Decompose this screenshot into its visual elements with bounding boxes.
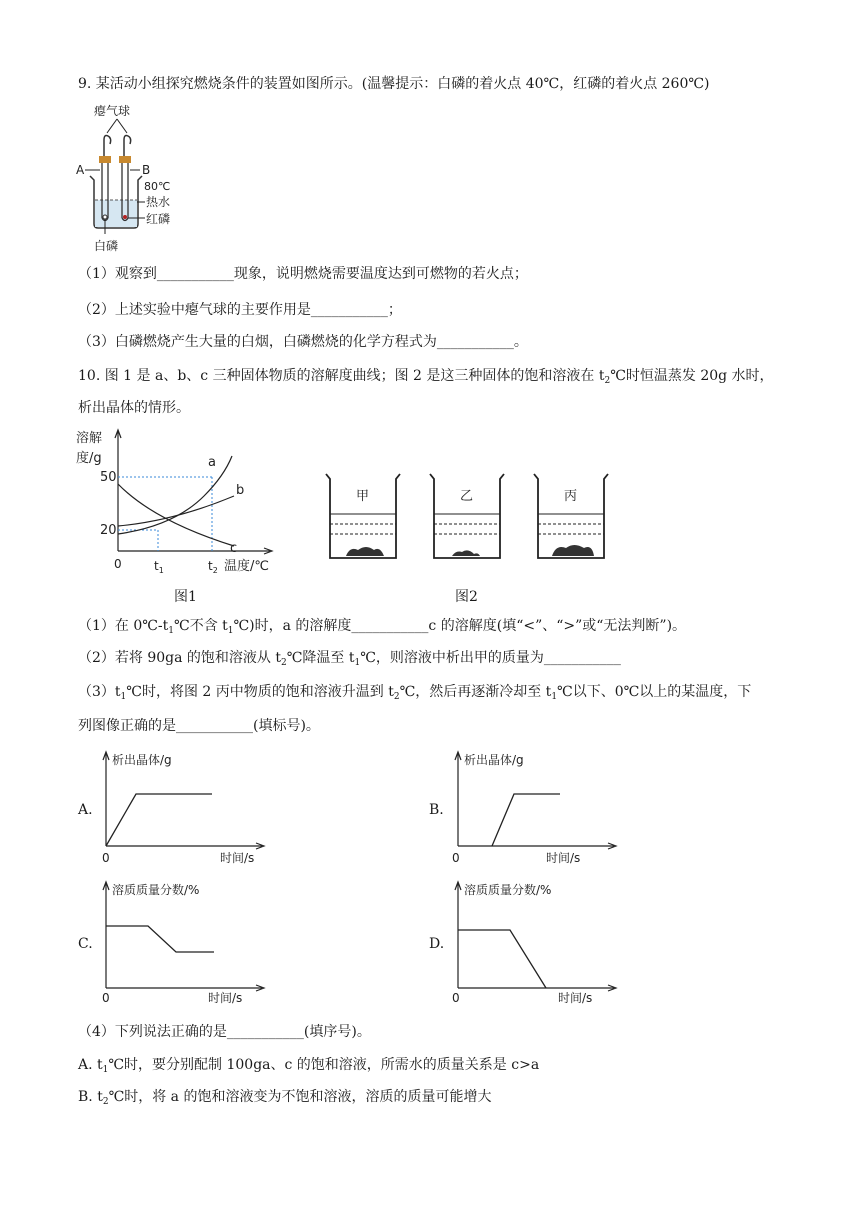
beaker-jia xyxy=(326,474,400,558)
q9-sub1: （1）观察到___________现象，说明燃烧需要温度达到可燃物的若火点； xyxy=(78,266,528,282)
option-a-origin: 0 xyxy=(102,851,110,865)
fig1-caption: 图1 xyxy=(174,589,197,605)
balloon-label: 瘪气球 xyxy=(94,104,131,118)
q10-sub4: （4）下列说法正确的是___________(填序号)。 xyxy=(78,1024,371,1040)
option-c-ylabel: 溶质质量分数/% xyxy=(112,883,200,897)
white-phosphorus xyxy=(103,215,107,219)
fig1-xlabel: 温度/℃ xyxy=(224,559,269,574)
temp-label: 80℃ xyxy=(144,180,171,193)
red-phosphorus xyxy=(123,215,127,219)
fig1-y20: 20 xyxy=(100,523,117,538)
beaker-yi xyxy=(430,474,504,558)
option-a-xlabel: 时间/s xyxy=(220,851,255,865)
option-c-graph xyxy=(96,876,272,1006)
right-tube-balloon xyxy=(124,136,131,159)
water-label: 热水 xyxy=(146,195,171,209)
option-a-line xyxy=(106,794,212,846)
balloon-pointer-right xyxy=(117,119,127,133)
solubility-chart xyxy=(74,426,284,576)
fig2-caption: 图2 xyxy=(455,589,478,605)
fig1-ylabel-1: 溶解 xyxy=(76,431,103,446)
beaker-bing xyxy=(534,474,608,558)
fig1-ylabel-2: 度/g xyxy=(76,451,102,466)
option-c-origin: 0 xyxy=(102,991,110,1005)
option-d-xlabel: 时间/s xyxy=(558,991,593,1005)
q9-sub3: （3）白磷燃烧产生大量的白烟，白磷燃烧的化学方程式为___________。 xyxy=(78,334,528,350)
option-a-ylabel: 析出晶体/g xyxy=(112,753,172,767)
label-b: B xyxy=(142,163,151,177)
q9-title: 9. 某活动小组探究燃烧条件的装置如图所示。(温馨提示：白磷的着火点 40℃，红磷的着火点 260℃) xyxy=(78,76,710,92)
q10-sub1: （1）在 $0℃-t_1℃$不含 $t_1℃$)时，a 的溶解度___________c 的溶解度(填“<”、“>”或“无法判断”)。 xyxy=(78,618,687,636)
fig1-t1: $t_1$ xyxy=(154,559,164,575)
option-a-graph xyxy=(96,748,272,868)
q10-sub3-line2: 列图像正确的是___________(填标号)。 xyxy=(78,718,320,734)
curve-c xyxy=(118,484,234,546)
fig1-t2: $t_2$ xyxy=(208,559,218,575)
q9-apparatus-figure xyxy=(74,100,194,258)
curve-b-label: b xyxy=(236,483,245,498)
option-b-label: B. xyxy=(429,802,444,818)
hot-water xyxy=(95,200,137,227)
option-c-label: C. xyxy=(78,936,93,952)
curve-c-label: c xyxy=(230,541,238,556)
option-b-xlabel: 时间/s xyxy=(546,851,581,865)
beaker-jia-label: 甲 xyxy=(356,489,370,504)
q9-sub2: （2）上述实验中瘪气球的主要作用是___________； xyxy=(78,302,402,318)
label-a: A xyxy=(76,163,85,177)
beakers-figure xyxy=(320,470,620,566)
beaker-bing-label: 丙 xyxy=(564,489,578,504)
fig1-y50: 50 xyxy=(100,470,117,485)
q10-statement-a: A. $t_1℃$时，要分别配制 100ga、c 的饱和溶液，所需水的质量关系是 c>a xyxy=(78,1057,540,1075)
option-c-xlabel: 时间/s xyxy=(208,991,243,1005)
balloon-pointer-left xyxy=(107,119,117,133)
q10-title-line1: 10. 图 1 是 a、b、c 三种固体物质的溶解度曲线；图 2 是这三种固体的饱和溶液在 $t_2℃$时恒温蒸发 20g 水时， xyxy=(78,368,774,386)
stopper-b xyxy=(119,156,131,163)
beaker-yi-label: 乙 xyxy=(460,489,474,504)
option-d-origin: 0 xyxy=(452,991,460,1005)
option-c-line xyxy=(106,926,214,952)
red-p-label: 红磷 xyxy=(146,212,171,226)
option-b-origin: 0 xyxy=(452,851,460,865)
option-b-line xyxy=(492,794,560,846)
option-b-ylabel: 析出晶体/g xyxy=(464,753,524,767)
option-d-graph xyxy=(448,876,624,1006)
curve-a-label: a xyxy=(208,455,216,470)
q10-sub2: （2）若将 90ga 的饱和溶液从 $t_2℃$降温至 $t_1℃$，则溶液中析出甲的质量为___________ xyxy=(78,650,621,668)
option-b-graph xyxy=(448,748,624,868)
curve-b xyxy=(118,496,234,526)
option-a-label: A. xyxy=(78,802,93,818)
option-d-line xyxy=(458,930,546,988)
option-d-ylabel: 溶质质量分数/% xyxy=(464,883,552,897)
q10-title-line2: 析出晶体的情形。 xyxy=(78,400,190,416)
option-d-label: D. xyxy=(429,936,445,952)
fig1-origin: 0 xyxy=(114,557,122,571)
stopper-a xyxy=(99,156,111,163)
white-p-label: 白磷 xyxy=(94,239,119,253)
q10-statement-b: B. $t_2℃$时，将 a 的饱和溶液变为不饱和溶液，溶质的质量可能增大 xyxy=(78,1089,492,1107)
left-tube-balloon xyxy=(104,136,111,159)
q10-sub3-line1: $(3)t_1℃$时，将图 2 丙中物质的饱和溶液升温到 $t_2℃$，然后再逐渐冷却至 $t_1℃$以下、0℃以上的某温度，下 xyxy=(78,684,752,702)
